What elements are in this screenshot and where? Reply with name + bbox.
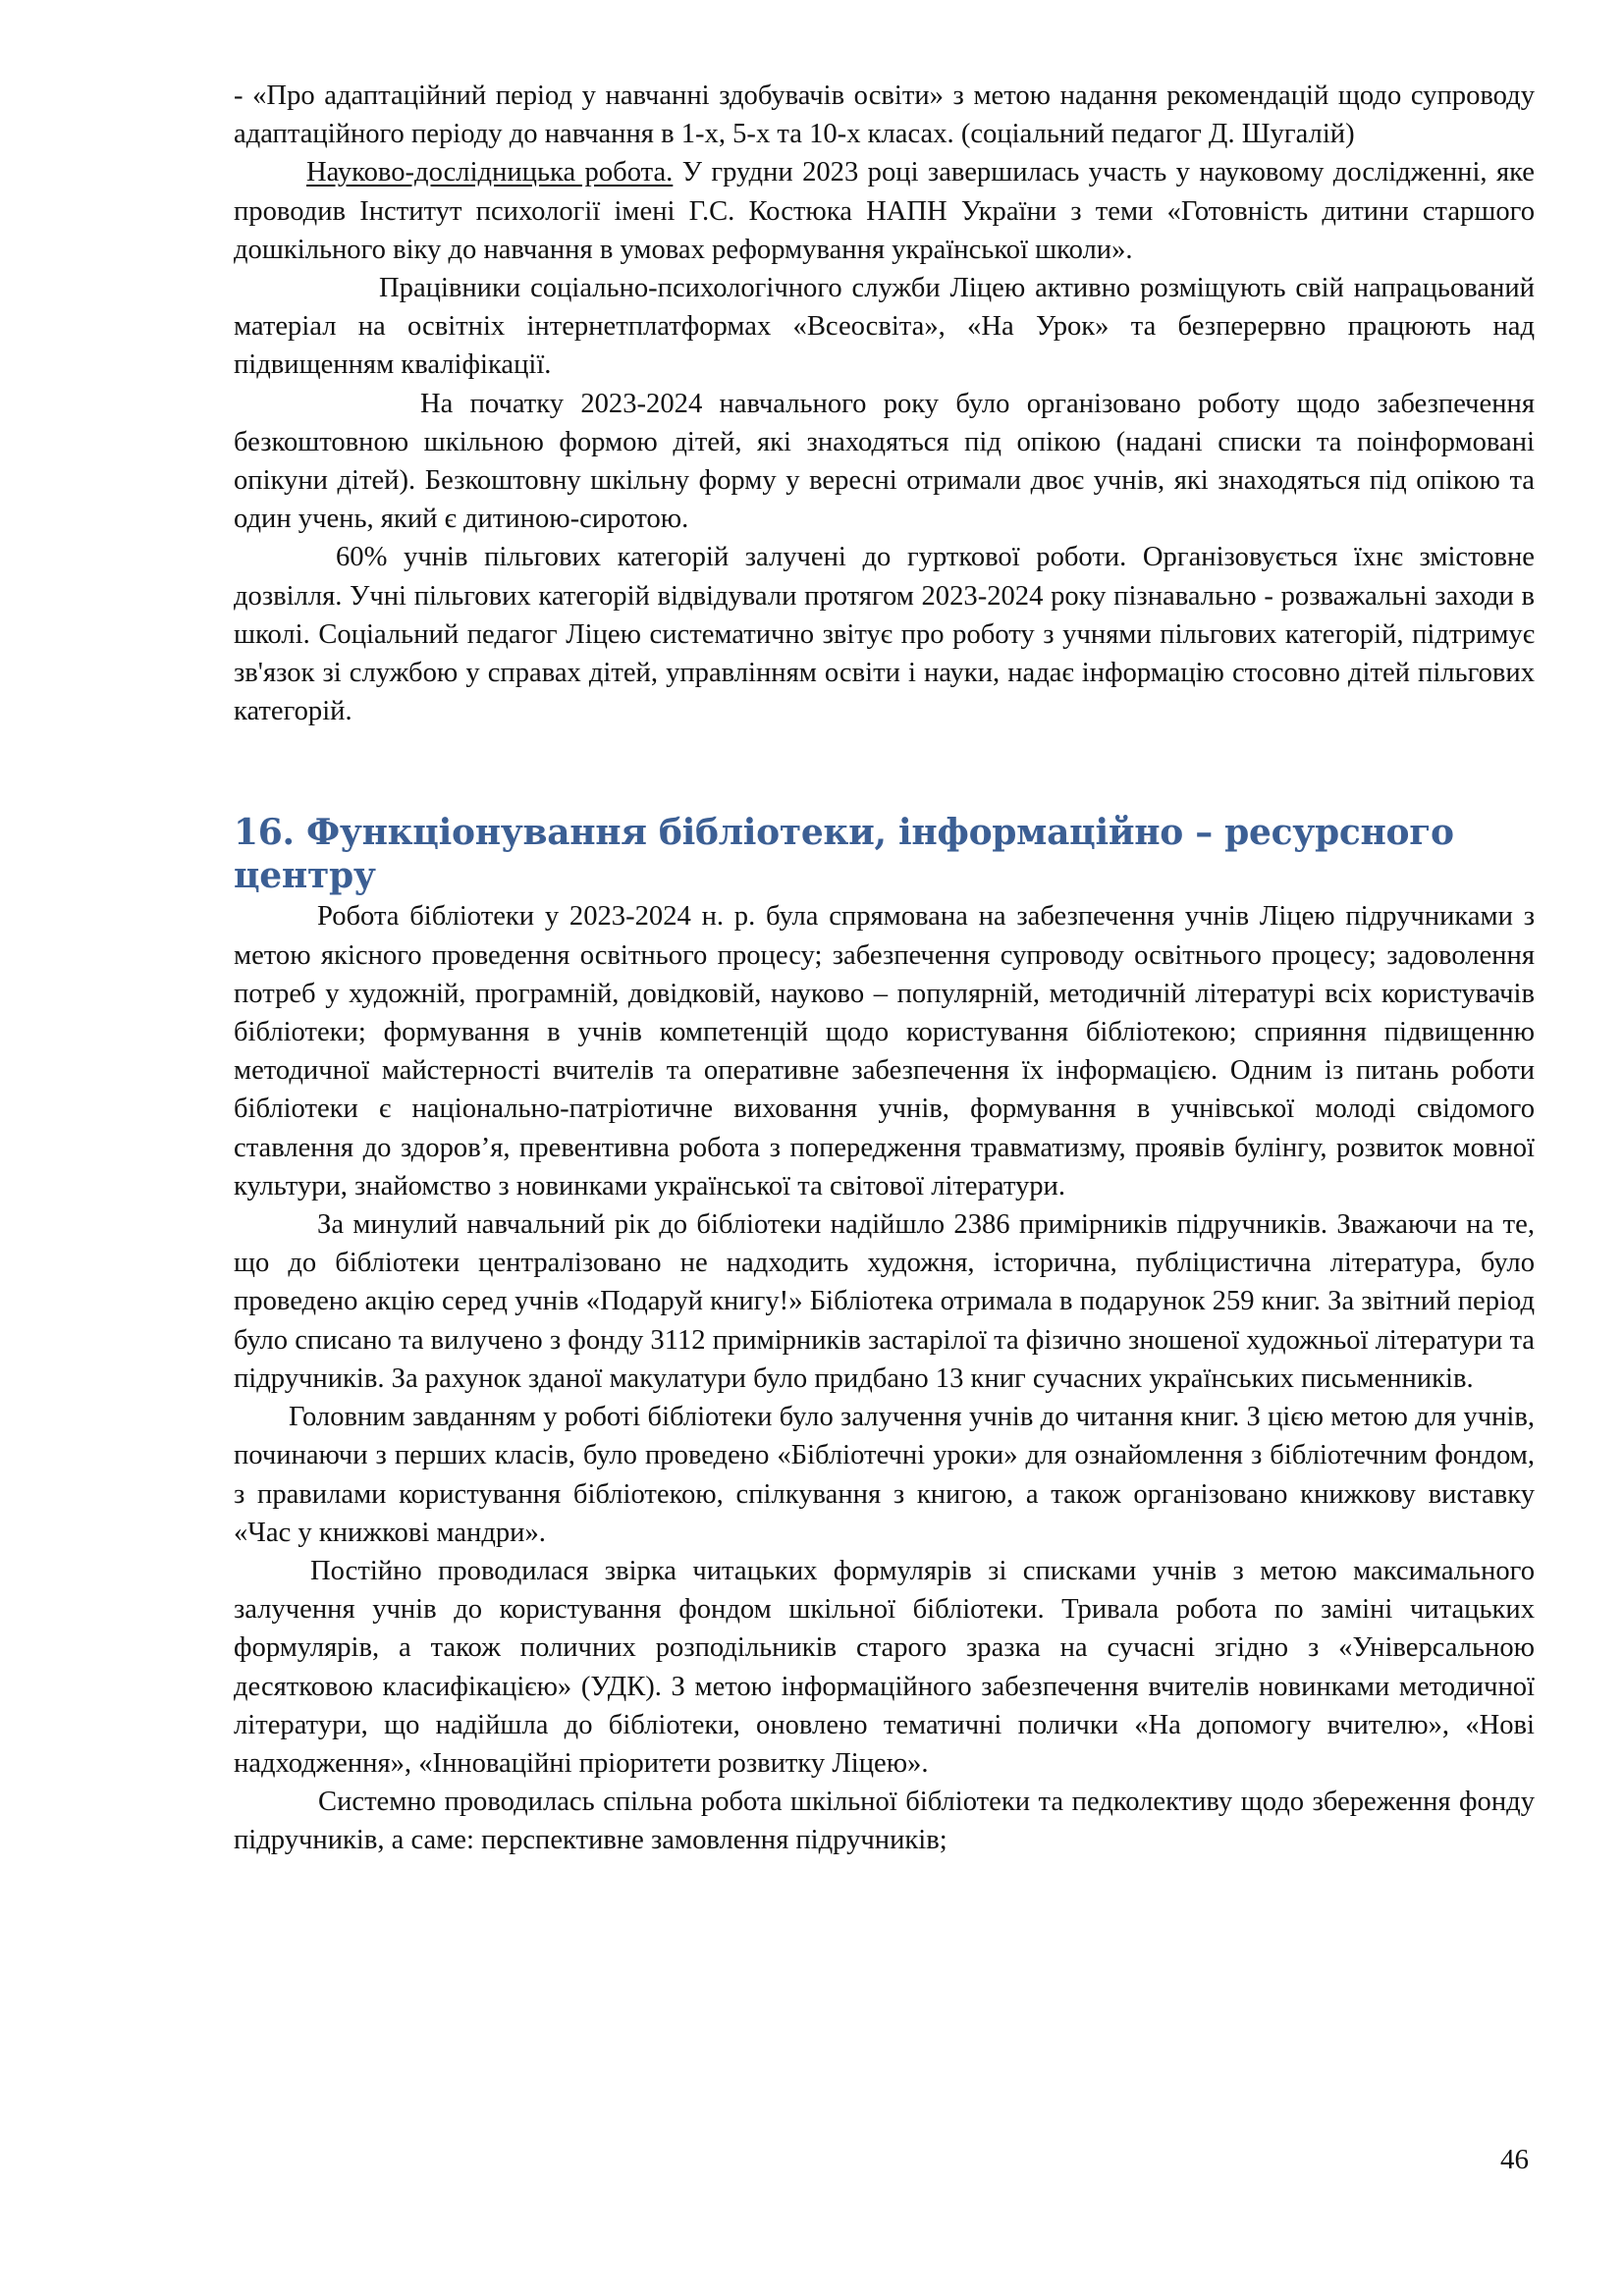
paragraph-library-fund: За минулий навчальний рік до бібліотеки надійшло 2386 примірників підручників. Зважаючи на те, що до бібліотеки централізовано не надходить художня, історична, публіцистична література, було проведено акцію серед учнів «Подаруй книгу!» Бібліотека отримала в подарунок 259 книг. За звітний період було списано та вилучено з фонду 3112 примірників застарілої та фізично зношеної художньої літератури та підручників. За рахунок зданої макулатури було придбано 13 книг сучасних українських письменників. — [234, 1209, 1535, 1394]
paragraph-adaptation-period: - «Про адаптаційний період у навчанні здобувачів освіти» з метою надання рекомендацій щодо супроводу адаптаційного періоду до навчання в 1-х, 5-х та 10-х класах. (соціальний педагог Д. Шугалій) — [234, 80, 1535, 150]
paragraph-reader-forms: Постійно проводилася звірка читацьких формулярів зі списками учнів з метою максимального залучення учнів до користування фондом шкільної бібліотеки. Тривала робота по заміні читацьких формулярів, а також поличних розподільників старого зразка на сучасні згідно з «Універсальною десятковою класифікацією» (УДК). З метою інформаційного забезпечення вчителів новинками методичної літератури, що надійшла до бібліотеки, оновлено тематичні полички «На допомогу вчителю», «Нові надходження», «Інноваційні пріоритети розвитку Ліцею». — [234, 1555, 1535, 1779]
document-page — [234, 77, 1535, 1860]
paragraph-school-uniform: На початку 2023-2024 навчального року було організовано роботу щодо забезпечення безкоштовною шкільною формою дітей, які знаходяться під опікою (надані списки та поінформовані опікуни дітей). Безкоштовну шкільну форму у вересні отримали двоє учнів, які знаходяться під опікою та один учень, який є дитиною-сиротою. — [234, 388, 1535, 535]
section-heading: 16. Функціонування бібліотеки, інформаційно – ресурсного центру — [234, 812, 1454, 897]
underlined-lead-research: Науково-дослідницька робота. — [306, 157, 674, 188]
paragraph-staff-platforms: Працівники соціально-психологічного служби Ліцею активно розміщують свій напрацьований матеріал на освітніх інтернетплатформах «Всеосвіта», «На Урок» та безперервно працюють над підвищенням кваліфікації. — [234, 273, 1535, 381]
paragraph-research-work — [234, 153, 1535, 269]
paragraph-privileged-students: 60% учнів пільгових категорій залучені до гурткової роботи. Організовується їхнє змістовне дозвілля. Учні пільгових категорій відвідували протягом 2023-2024 року пізнавально - розважальні заходи в школі. Соціальний педагог Ліцею систематично звітує про роботу з учнями пільгових категорій, підтримує зв'язок зі службою у справах дітей, управлінням освіти і науки, надає інформацію стосовно дітей пільгових категорій. — [234, 542, 1535, 727]
page-number: 46 — [1500, 2144, 1529, 2175]
paragraph-reading-engagement: Головним завданням у роботі бібліотеки було залучення учнів до читання книг. З цією метою для учнів, починаючи з перших класів, було проведено «Бібліотечні уроки» для ознайомлення з бібліотечним фондом, з правилами користування бібліотекою, спілкування з книгою, а також організовано книжкову виставку «Час у книжкові мандри». — [234, 1402, 1535, 1548]
paragraph-research-text: У грудни 2023 році завершилась участь у науковому дослідженні, яке проводив Інститут психології імені Г.С. Костюка НАПН України з теми «Готовність дитини старшого дошкільного віку до навчання в умовах реформування української школи». — [234, 157, 1535, 265]
paragraph-textbook-preservation: Системно проводилась спільна робота шкільної бібліотеки та педколективу щодо збереження фонду підручників, а саме: перспективне замовлення підручників; — [234, 1787, 1535, 1856]
paragraph-library-work: Робота бібліотеки у 2023-2024 н. р. була спрямована на забезпечення учнів Ліцею підручниками з метою якісного проведення освітнього процесу; забезпечення супроводу освітнього процесу; задоволення потреб у художній, програмній, довідковій, науково – популярній, методичній літературі всіх користувачів бібліотеки; формування в учнів компетенцій щодо користування бібліотекою; сприяння підвищенню методичної майстерності вчителів та оперативне забезпечення їх інформацією. Одним із питань роботи бібліотеки є національно-патріотичне виховання учнів, формування в учнівської молоді свідомого ставлення до здоров’я, превентивна робота з попередження травматизму, проявів булінгу, розвиток мовної культури, знайомство з новинками української та світової літератури. — [234, 901, 1535, 1201]
